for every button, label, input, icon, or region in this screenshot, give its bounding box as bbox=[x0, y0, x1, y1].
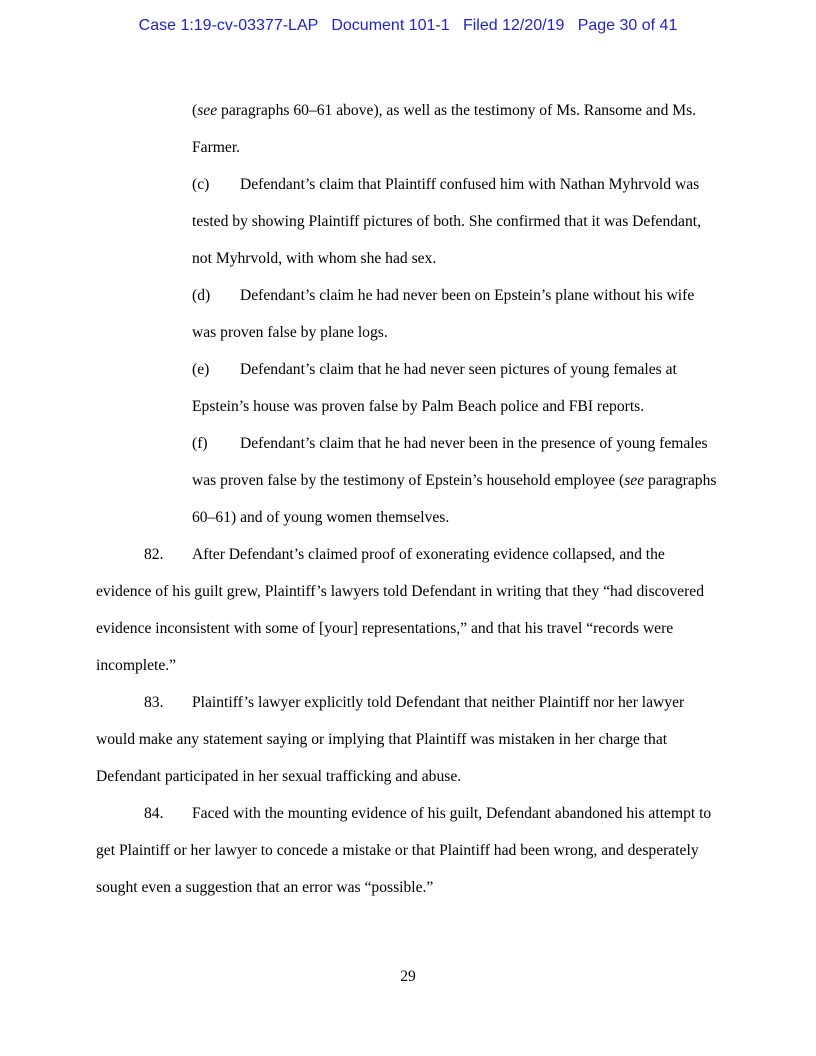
paragraph-84 bbox=[96, 795, 720, 906]
subitem-label: (d) bbox=[192, 287, 211, 304]
paragraph-text: Faced with the mounting evidence of his guilt, Defendant abandoned his attempt to get Plaintiff or her lawyer to concede a mistake or that Plaintiff had been wrong, and desperately sought even a suggestion that an error was “possible.” bbox=[96, 805, 712, 896]
paragraph-number: 83. bbox=[144, 694, 164, 711]
subitem-text: Defendant’s claim that he had never seen pictures of young females at Epstein’s house was proven false by Palm Beach police and FBI reports. bbox=[192, 361, 677, 415]
paragraph-text: Plaintiff’s lawyer explicitly told Defendant that neither Plaintiff nor her lawyer would make any statement saying or implying that Plaintiff was mistaken in her charge that Defendant participated in her sexual trafficking and abuse. bbox=[96, 694, 685, 785]
see-italic: see bbox=[624, 472, 645, 489]
continuation-text bbox=[96, 92, 720, 166]
subitem-text: Defendant’s claim he had never been on Epstein’s plane without his wife was proven false by plane logs. bbox=[192, 287, 695, 341]
paragraph-82 bbox=[96, 536, 720, 684]
subitem-c bbox=[96, 166, 720, 277]
subitem-f-text-after: paragraphs 60–61) and of young women themselves. bbox=[192, 472, 717, 526]
subitem-label: (f) bbox=[192, 435, 208, 452]
subitem-d bbox=[96, 277, 720, 351]
continuation-rest: paragraphs 60–61 above), as well as the testimony of Ms. Ransome and Ms. Farmer. bbox=[192, 102, 697, 156]
subitem-text: Defendant’s claim that Plaintiff confused him with Nathan Myhrvold was tested by showing Plaintiff pictures of both. She confirmed that it was Defendant, not Myhrvold, with whom she had sex. bbox=[192, 176, 702, 267]
subitem-label: (c) bbox=[192, 176, 210, 193]
document-body bbox=[96, 92, 720, 906]
subitem-f bbox=[96, 425, 720, 536]
paragraph-83 bbox=[96, 684, 720, 795]
paragraph-number: 84. bbox=[144, 805, 164, 822]
subitem-label: (e) bbox=[192, 361, 210, 378]
open-paren: ( bbox=[192, 102, 198, 119]
page-number: 29 bbox=[400, 968, 416, 985]
paragraph-text: After Defendant’s claimed proof of exonerating evidence collapsed, and the evidence of his guilt grew, Plaintiff’s lawyers told Defendant in writing that they “had discovered evidence inconsistent with some of [your] representations,” and that his travel “records were incomplete.” bbox=[96, 546, 704, 674]
subitem-e bbox=[96, 351, 720, 425]
subitem-f-text-before: Defendant’s claim that he had never been in the presence of young females was proven false by the testimony of Epstein’s household employee ( bbox=[192, 435, 708, 489]
see-italic: see bbox=[197, 102, 218, 119]
case-header: Case 1:19-cv-03377-LAP Document 101-1 Filed 12/20/19 Page 30 of 41 bbox=[138, 17, 678, 34]
paragraph-number: 82. bbox=[144, 546, 164, 563]
